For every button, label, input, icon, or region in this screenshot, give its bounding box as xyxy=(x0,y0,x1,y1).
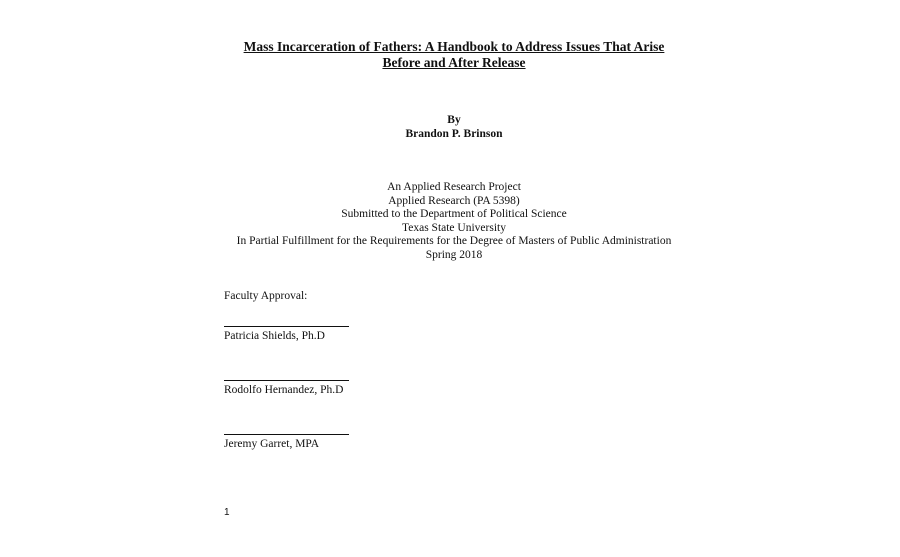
byline xyxy=(0,113,900,141)
project-line: In Partial Fulfillment for the Requirements for the Degree of Masters of Public Administration xyxy=(236,235,672,247)
project-description xyxy=(0,181,900,262)
by-label: By xyxy=(447,114,461,126)
document-title xyxy=(0,39,900,70)
author-name: Brandon P. Brinson xyxy=(405,128,503,140)
project-line: Applied Research (PA 5398) xyxy=(388,194,520,207)
signatory-name: Jeremy Garret, MPA xyxy=(224,438,320,450)
project-line: Spring 2018 xyxy=(425,248,483,261)
title-line: Mass Incarceration of Fathers: A Handbook to Address Issues That Arise xyxy=(243,39,665,54)
signatory-name: Patricia Shields, Ph.D xyxy=(224,330,325,342)
faculty-approval-label: Faculty Approval: xyxy=(224,290,308,302)
project-line: An Applied Research Project xyxy=(387,181,521,193)
signature-line xyxy=(224,326,349,327)
signature-block xyxy=(224,434,349,451)
signature-block xyxy=(224,326,349,343)
project-line: Submitted to the Department of Political Science xyxy=(341,208,567,220)
title-line: Before and After Release xyxy=(382,54,526,70)
signatory-name: Rodolfo Hernandez, Ph.D xyxy=(224,384,344,396)
page-number: 1 xyxy=(224,507,230,518)
project-line: Texas State University xyxy=(402,221,506,234)
signature-line xyxy=(224,380,349,381)
signature-line xyxy=(224,434,349,435)
signature-block xyxy=(224,380,349,397)
